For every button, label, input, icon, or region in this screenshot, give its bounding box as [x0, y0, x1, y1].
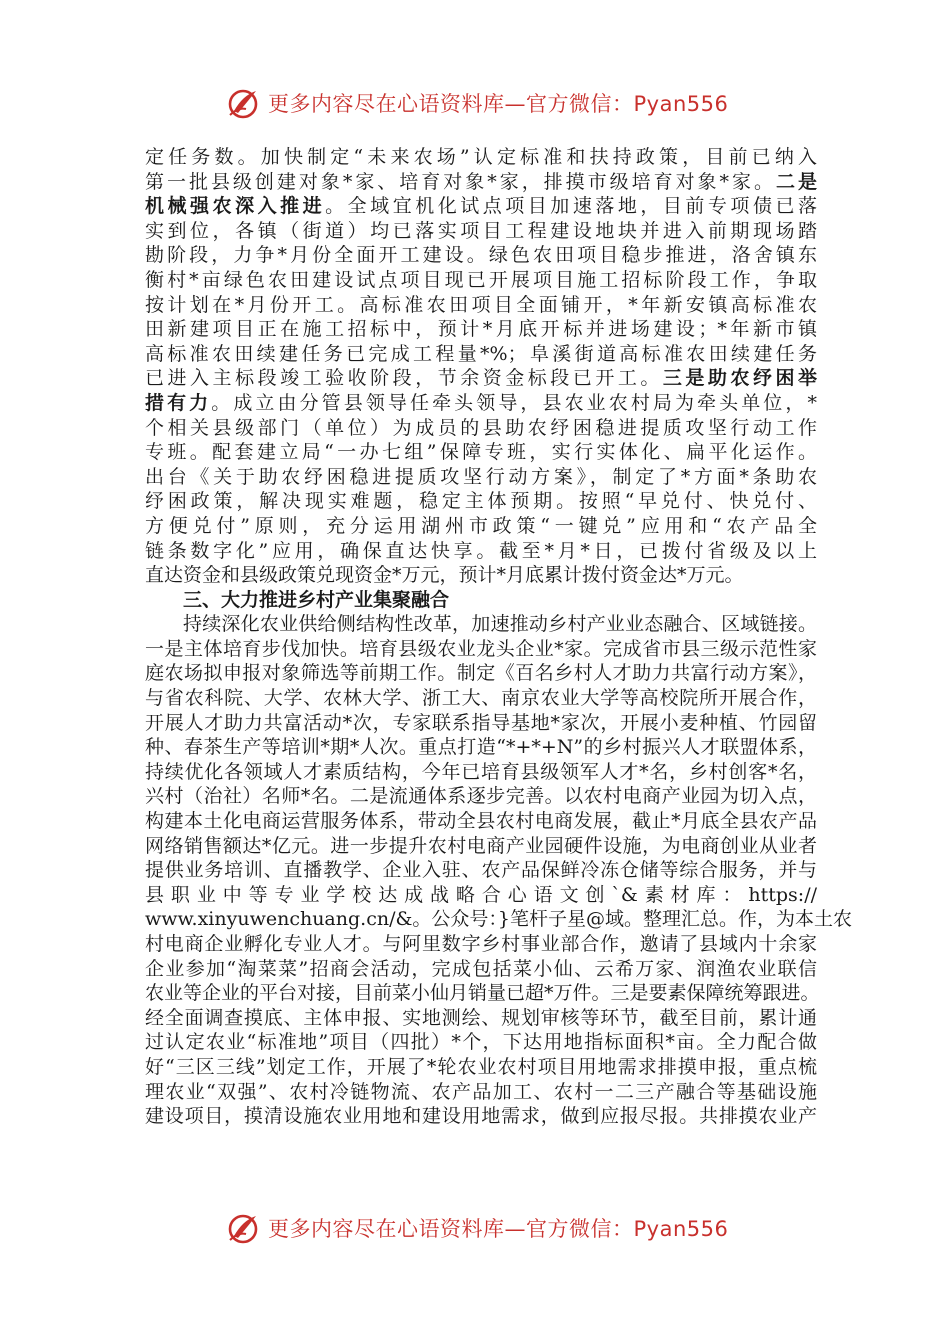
- text-line: 持续深化农业供给侧结构性改革，加速推动乡村产业业态融合、区域链接。: [183, 613, 817, 636]
- text-line: 过认定农业“标准地”项目（四批）*个，下达用地指标面积*亩。全力配合做: [145, 1031, 817, 1054]
- text-line: 一是主体培育步伐加快。培育县级农业龙头企业*家。完成省市县三级示范性家: [145, 637, 817, 660]
- text-line: [145, 366, 817, 391]
- pen-nib-swirl-icon: [226, 1210, 262, 1246]
- text-line: 建设项目，摸清设施农业用地和建设用地需求，做到应报尽报。共排摸农业产: [145, 1105, 817, 1128]
- text-run: 。成立由分管县领导任牵头领导，县农业农村局为牵头单位，*: [211, 391, 817, 414]
- text-line: 持续优化各领域人才素质结构，今年已培育县级领军人才*名，乡村创客*名，: [145, 760, 817, 783]
- text-run: 实到位，各镇（街道）均已落实项目工程建设地块并进入前期现场踏: [145, 219, 817, 242]
- section-heading: 三、大力推进乡村产业集聚融合: [183, 588, 450, 611]
- text-line: [145, 243, 817, 268]
- document-body: [145, 145, 852, 1129]
- text-run: 第一批县级创建对象*家、培育对象*家，排摸市级培育对象*家。: [145, 170, 776, 193]
- text-line: [145, 219, 817, 244]
- bold-phrase: 二是: [776, 170, 817, 193]
- text-line: [145, 489, 817, 514]
- watermark-banner-bottom: [226, 1208, 729, 1248]
- text-run: 方便兑付”原则，充分运用湖州市政策“一键兑”应用和“农产品全: [145, 514, 817, 537]
- text-run: 出台《关于助农纾困稳进提质攻坚行动方案》，制定了*方面*条助农: [145, 465, 817, 488]
- text-run: 田新建项目正在施工招标中，预计*月底开标并进场建设；*年新市镇: [145, 318, 817, 341]
- text-line: www.xinyuwenchuang.cn/&。公众号：}笔杆子星@域。整理汇总。作，为本土农: [145, 908, 852, 931]
- text-line: 经全面调查摸底、主体申报、实地测绘、规划审核等环节，截至目前，累计通: [145, 1006, 817, 1029]
- bold-phrase: 措有力: [145, 391, 212, 414]
- text-line: [145, 145, 817, 170]
- text-line: [145, 539, 817, 564]
- bold-phrase: 机械强农深入推进: [145, 195, 326, 218]
- text-line: [145, 416, 817, 441]
- pen-nib-swirl-icon: [226, 85, 262, 121]
- text-run: 直达资金和县级政策兑现资金*万元，预计*月底累计拨付资金达*万元。: [145, 564, 744, 587]
- text-run: 纾困政策，解决现实难题，稳定主体预期。按照“早兑付、快兑付、: [145, 490, 817, 513]
- text-run: 定任务数。加快制定“未来农场”认定标准和扶持政策，目前已纳入: [145, 146, 817, 168]
- text-line: 理农业“双强”、农村冷链物流、农产品加工、农村一二三产融合等基础设施: [145, 1080, 817, 1103]
- bold-phrase: 三是助农纾困举: [662, 367, 817, 390]
- text-run: 按计划在*月份开工。高标准农田项目全面铺开，*年新安镇高标准农: [145, 293, 817, 316]
- paragraph: [145, 145, 817, 588]
- text-line: [145, 391, 817, 416]
- text-line: 种、春茶生产等培训*期*人次。重点打造“*+*+N”的乡村振兴人才联盟体系，: [145, 736, 817, 759]
- watermark-text: 更多内容尽在心语资料库—官方微信：Pyan556: [268, 92, 729, 116]
- text-line: [145, 268, 817, 293]
- text-line: 兴村（治社）名师*名。二是流通体系逐步完善。以农村电商产业园为切入点，: [145, 785, 817, 808]
- text-line: [145, 170, 817, 195]
- text-run: 高标准农田续建任务已完成工程量*%；阜溪街道高标准农田续建任务: [145, 342, 817, 365]
- text-run: 专班。配套建立局“一办七组”保障专班，实行实体化、扁平化运作。: [145, 441, 817, 464]
- text-line: [145, 465, 817, 490]
- text-run: 勘阶段，力争*月份全面开工建设。绿色农田项目稳步推进，洛舍镇东: [145, 244, 817, 267]
- text-line: 开展人才助力共富活动*次，专家联系指导基地*家次，开展小麦种植、竹园留: [145, 711, 817, 734]
- text-line: 构建本土化电商运营服务体系，带动全县农村电商发展，截止*月底全县农产品: [145, 810, 817, 833]
- text-line: [145, 293, 817, 318]
- text-line: 提供业务培训、直播教学、企业入驻、农产品保鲜冷冻仓储等综合服务，并与: [145, 859, 817, 882]
- text-line: [145, 563, 817, 588]
- text-line: [145, 440, 817, 465]
- text-line: [145, 342, 817, 367]
- text-line: 农业等企业的平台对接，目前菜小仙月销量已超*万件。三是要素保障统筹跟进。: [145, 982, 820, 1005]
- text-line: 企业参加“淘菜菜”招商会活动，完成包括菜小仙、云希万家、润渔农业联信: [145, 957, 817, 980]
- text-line: [145, 194, 817, 219]
- text-line: 与省农科院、大学、农林大学、浙工大、南京农业大学等高校院所开展合作，: [145, 687, 817, 710]
- text-line: [145, 317, 817, 342]
- text-run: 链条数字化”应用，确保直达快享。截至*月*日，已拨付省级及以上: [145, 539, 817, 562]
- text-run: 。全域宜机化试点项目加速落地，目前专项债已落: [325, 195, 817, 218]
- text-line: 庭农场拟申报对象筛选等前期工作。制定《百名乡村人才助力共富行动方案》，: [145, 662, 817, 685]
- text-line: 好“三区三线”划定工作，开展了*轮农业农村项目用地需求排摸申报，重点梳: [145, 1055, 817, 1078]
- text-line: 县职业中等专业学校达成战略合心语文创`&素材库：https://: [145, 883, 817, 906]
- text-run: 已进入主标段竣工验收阶段，节余资金标段已开工。: [145, 367, 663, 390]
- watermark-banner-top: [226, 83, 729, 123]
- text-line: [145, 514, 817, 539]
- text-line: 网络销售额达*亿元。进一步提升农村电商产业园硬件设施，为电商创业从业者: [145, 834, 817, 857]
- text-run: 个相关县级部门（单位）为成员的县助农纾困稳进提质攻坚行动工作: [145, 416, 817, 439]
- watermark-text: 更多内容尽在心语资料库—官方微信：Pyan556: [268, 1217, 729, 1241]
- text-line: 村电商企业孵化专业人才。与阿里数字乡村事业部合作，邀请了县域内十余家: [145, 933, 817, 955]
- text-run: 衡村*亩绿色农田建设试点项目现已开展项目施工招标阶段工作，争取: [145, 268, 817, 291]
- paragraph: [145, 612, 852, 1128]
